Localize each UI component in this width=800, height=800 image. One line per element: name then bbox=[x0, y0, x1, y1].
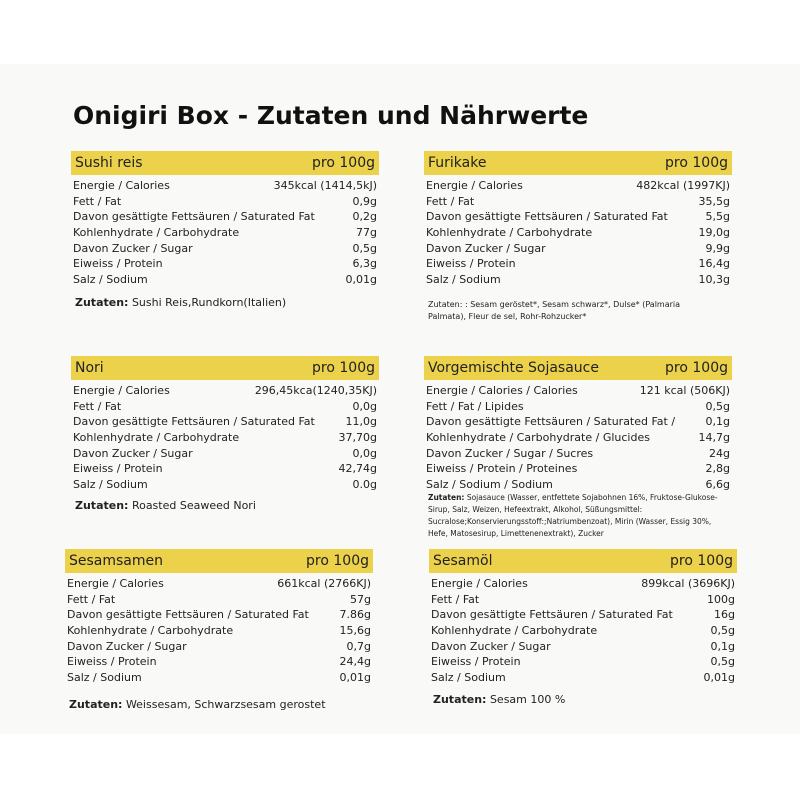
nutrient-row bbox=[71, 430, 379, 446]
nutrient-row bbox=[424, 477, 732, 493]
ingredients-value: Sojasauce (Wasser, entfettete Sojabohnen 16%, Fruktose-Glukose-Sirup, Salz, Weizen, Hefeextrakt, Alkohol, Süßungsmittel: Sucralose;Konservierungsstoff:;Natriumbenzoat), Mirin (Wasser, Essig 30%, Hefe, Matosesirup, Limettenenextrakt), Zucker bbox=[428, 493, 718, 539]
nutrient-value: 0,5g bbox=[710, 624, 735, 638]
nutrient-row bbox=[71, 178, 379, 194]
nutrient-value: 121 kcal (506KJ) bbox=[639, 384, 730, 398]
nutrient-value: 16g bbox=[714, 608, 735, 622]
nutrient-value: 899kcal (3696KJ) bbox=[641, 577, 735, 591]
nutrient-row bbox=[65, 623, 373, 639]
ingredients-value: : Sesam geröstet*, Sesam schwarz*, Dulse* (Palmaria Palmata), Fleur de sel, Rohr-Rohzucker* bbox=[428, 300, 681, 322]
nutrient-row bbox=[424, 414, 732, 430]
nutrient-label: Davon gesättigte Fettsäuren / Saturated Fat bbox=[426, 210, 668, 224]
nutrient-value: 0.0g bbox=[352, 477, 377, 491]
nutrient-value: 77g bbox=[356, 226, 377, 240]
nutrient-label: Eiweiss / Protein bbox=[426, 257, 516, 271]
nutrient-label: Davon gesättigte Fettsäuren / Saturated Fat bbox=[431, 608, 673, 622]
nutrient-value: 6,6g bbox=[705, 477, 730, 491]
ingredients-text bbox=[71, 499, 379, 512]
nutrient-row bbox=[71, 461, 379, 477]
nutrient-row bbox=[424, 209, 732, 225]
card-header bbox=[424, 151, 732, 175]
nutrient-value: 37,70g bbox=[338, 431, 377, 445]
nutrient-value: 14,7g bbox=[698, 431, 730, 445]
ingredients-label: Zutaten: bbox=[75, 296, 129, 310]
nutrient-row bbox=[424, 272, 732, 288]
nutrient-label: Kohlenhydrate / Carbohydrate bbox=[426, 226, 593, 240]
nutrient-value: 42,74g bbox=[338, 462, 377, 476]
nutrient-row bbox=[65, 592, 373, 608]
ingredients-value: Weissesam, Schwarzsesam gerostet bbox=[125, 698, 326, 712]
nutrient-label: Salz / Sodium bbox=[426, 272, 501, 286]
nutrient-label: Davon gesättigte Fettsäuren / Saturated Fat bbox=[73, 210, 315, 224]
nutrient-row bbox=[424, 240, 732, 256]
ingredients-label: Zutaten: bbox=[69, 698, 123, 712]
nutrient-row bbox=[429, 607, 737, 623]
ingredients-label: Zutaten: bbox=[428, 300, 463, 310]
card-title: Sesamsamen bbox=[69, 553, 164, 569]
nutrient-row bbox=[71, 383, 379, 399]
nutrient-value: 35,5g bbox=[698, 194, 730, 208]
nutrient-value: 57g bbox=[350, 592, 371, 606]
nutrient-label: Davon Zucker / Sugar bbox=[73, 241, 193, 255]
nutrient-row bbox=[71, 272, 379, 288]
nutrient-label: Kohlenhydrate / Carbohydrate / Glucides bbox=[426, 431, 650, 445]
nutrient-value: 296,45kca(1240,35KJ) bbox=[254, 384, 377, 398]
card-title: Vorgemischte Sojasauce bbox=[428, 360, 599, 376]
card-unit: pro 100g bbox=[312, 360, 375, 376]
nutrient-row bbox=[424, 430, 732, 446]
nutrient-value: 10,3g bbox=[698, 272, 730, 286]
nutrient-label: Fett / Fat bbox=[431, 592, 480, 606]
nutrition-card-sesamoel bbox=[429, 549, 737, 706]
nutrient-label: Kohlenhydrate / Carbohydrate bbox=[67, 624, 234, 638]
card-unit: pro 100g bbox=[670, 553, 733, 569]
nutrient-row bbox=[71, 256, 379, 272]
card-header bbox=[65, 549, 373, 573]
nutrient-row bbox=[424, 194, 732, 210]
nutrient-label: Salz / Sodium bbox=[431, 670, 506, 684]
nutrient-label: Davon gesättigte Fettsäuren / Saturated Fat bbox=[67, 608, 309, 622]
nutrient-value: 0,5g bbox=[705, 399, 730, 413]
nutrition-card-sesamsamen bbox=[65, 549, 373, 711]
nutrient-row bbox=[65, 654, 373, 670]
nutrient-row bbox=[424, 461, 732, 477]
nutrient-value: 345kcal (1414,5kJ) bbox=[273, 179, 377, 193]
nutrient-label: Salz / Sodium bbox=[67, 670, 142, 684]
nutrient-label: Fett / Fat bbox=[426, 194, 475, 208]
nutrient-value: 5,5g bbox=[705, 210, 730, 224]
nutrient-label: Salz / Sodium / Sodium bbox=[426, 477, 553, 491]
nutrient-row bbox=[424, 383, 732, 399]
nutrition-card-sushi-reis bbox=[71, 151, 379, 309]
nutrient-label: Salz / Sodium bbox=[73, 272, 148, 286]
nutrient-label: Eiweiss / Protein bbox=[67, 655, 157, 669]
nutrient-value: 0,01g bbox=[345, 272, 377, 286]
nutrient-label: Fett / Fat bbox=[73, 194, 122, 208]
nutrient-value: 24g bbox=[709, 446, 730, 460]
card-title: Sesamöl bbox=[433, 553, 493, 569]
nutrient-value: 7.86g bbox=[339, 608, 371, 622]
nutrient-row bbox=[424, 225, 732, 241]
nutrient-value: 15,6g bbox=[339, 624, 371, 638]
nutrition-card-nori bbox=[71, 356, 379, 512]
nutrient-value: 0,01g bbox=[703, 670, 735, 684]
card-unit: pro 100g bbox=[312, 155, 375, 171]
ingredients-label: Zutaten: bbox=[428, 493, 465, 503]
nutrient-row bbox=[429, 576, 737, 592]
nutrient-row bbox=[71, 414, 379, 430]
card-title: Nori bbox=[75, 360, 104, 376]
nutrient-row bbox=[71, 209, 379, 225]
card-header bbox=[429, 549, 737, 573]
nutrient-value: 0,2g bbox=[352, 210, 377, 224]
nutrient-value: 661kcal (2766KJ) bbox=[277, 577, 371, 591]
nutrient-label: Eiweiss / Protein bbox=[73, 462, 163, 476]
nutrient-row bbox=[429, 670, 737, 686]
ingredients-text bbox=[71, 296, 379, 309]
nutrient-label: Davon gesättigte Fettsäuren / Saturated Fat bbox=[73, 415, 315, 429]
nutrient-row bbox=[429, 638, 737, 654]
nutrition-card-furikake bbox=[424, 151, 732, 323]
nutrient-row bbox=[65, 607, 373, 623]
nutrient-value: 6,3g bbox=[352, 257, 377, 271]
ingredients-value: Sushi Reis,Rundkorn(Italien) bbox=[131, 296, 287, 310]
nutrient-value: 16,4g bbox=[698, 257, 730, 271]
nutrient-row bbox=[429, 654, 737, 670]
card-header bbox=[424, 356, 732, 380]
nutrient-row bbox=[65, 670, 373, 686]
nutrient-label: Fett / Fat / Lipides bbox=[426, 399, 524, 413]
nutrient-value: 0,1g bbox=[710, 639, 735, 653]
ingredients-text bbox=[424, 299, 718, 323]
nutrient-value: 11,0g bbox=[345, 415, 377, 429]
nutrient-label: Davon Zucker / Sugar bbox=[67, 639, 187, 653]
nutrient-value: 0,1g bbox=[705, 415, 730, 429]
nutrient-label: Fett / Fat bbox=[67, 592, 116, 606]
nutrient-value: 482kcal (1997KJ) bbox=[636, 179, 730, 193]
nutrient-label: Energie / Calories / Calories bbox=[426, 384, 578, 398]
nutrient-value: 0,7g bbox=[346, 639, 371, 653]
nutrient-label: Kohlenhydrate / Carbohydrate bbox=[431, 624, 598, 638]
ingredients-text bbox=[429, 693, 737, 706]
card-unit: pro 100g bbox=[306, 553, 369, 569]
nutrient-label: Energie / Calories bbox=[73, 179, 170, 193]
card-title: Furikake bbox=[428, 155, 487, 171]
page-title: Onigiri Box - Zutaten und Nährwerte bbox=[73, 101, 589, 130]
ingredients-text bbox=[65, 698, 373, 711]
nutrient-label: Salz / Sodium bbox=[73, 477, 148, 491]
nutrient-row bbox=[71, 399, 379, 415]
nutrient-label: Eiweiss / Protein bbox=[431, 655, 521, 669]
nutrient-label: Davon Zucker / Sugar / Sucres bbox=[426, 446, 594, 460]
card-header bbox=[71, 356, 379, 380]
nutrient-value: 2,8g bbox=[705, 462, 730, 476]
nutrient-row bbox=[71, 240, 379, 256]
nutrient-label: Energie / Calories bbox=[73, 384, 170, 398]
ingredients-value: Roasted Seaweed Nori bbox=[131, 499, 256, 513]
nutrient-row bbox=[424, 178, 732, 194]
nutrient-value: 0,5g bbox=[352, 241, 377, 255]
nutrient-value: 0,0g bbox=[352, 399, 377, 413]
card-header bbox=[71, 151, 379, 175]
ingredients-label: Zutaten: bbox=[75, 499, 129, 513]
nutrient-label: Davon Zucker / Sugar bbox=[73, 446, 193, 460]
nutrient-label: Kohlenhydrate / Carbohydrate bbox=[73, 226, 240, 240]
ingredients-value: Sesam 100 % bbox=[489, 693, 566, 707]
nutrient-value: 0,01g bbox=[339, 670, 371, 684]
nutrient-row bbox=[71, 477, 379, 493]
ingredients-label: Zutaten: bbox=[433, 693, 487, 707]
nutrient-label: Energie / Calories bbox=[67, 577, 164, 591]
nutrient-row bbox=[424, 256, 732, 272]
nutrient-label: Eiweiss / Protein bbox=[73, 257, 163, 271]
nutrient-row bbox=[71, 225, 379, 241]
nutrient-row bbox=[65, 576, 373, 592]
nutrient-label: Eiweiss / Protein / Proteines bbox=[426, 462, 578, 476]
card-title: Sushi reis bbox=[75, 155, 143, 171]
nutrient-value: 19,0g bbox=[698, 226, 730, 240]
nutrient-label: Energie / Calories bbox=[426, 179, 523, 193]
nutrient-label: Davon Zucker / Sugar bbox=[431, 639, 551, 653]
nutrient-row bbox=[429, 592, 737, 608]
nutrient-label: Davon Zucker / Sugar bbox=[426, 241, 546, 255]
nutrient-value: 100g bbox=[707, 592, 735, 606]
nutrient-value: 9,9g bbox=[705, 241, 730, 255]
nutrient-value: 0,0g bbox=[352, 446, 377, 460]
nutrient-value: 0,5g bbox=[710, 655, 735, 669]
nutrient-row bbox=[424, 445, 732, 461]
nutrient-row bbox=[71, 445, 379, 461]
nutrient-row bbox=[65, 638, 373, 654]
nutrient-label: Fett / Fat bbox=[73, 399, 122, 413]
nutrient-row bbox=[71, 194, 379, 210]
nutrient-row bbox=[424, 399, 732, 415]
nutrient-label: Energie / Calories bbox=[431, 577, 528, 591]
nutrient-value: 0,9g bbox=[352, 194, 377, 208]
nutrition-card-vorgemischte-sojasauce bbox=[424, 356, 732, 540]
card-unit: pro 100g bbox=[665, 155, 728, 171]
nutrient-value: 24,4g bbox=[339, 655, 371, 669]
card-unit: pro 100g bbox=[665, 360, 728, 376]
nutrient-label: Davon gesättigte Fettsäuren / Saturated Fat / bbox=[426, 415, 676, 429]
nutrient-label: Kohlenhydrate / Carbohydrate bbox=[73, 431, 240, 445]
nutrient-row bbox=[429, 623, 737, 639]
ingredients-text bbox=[424, 492, 732, 540]
